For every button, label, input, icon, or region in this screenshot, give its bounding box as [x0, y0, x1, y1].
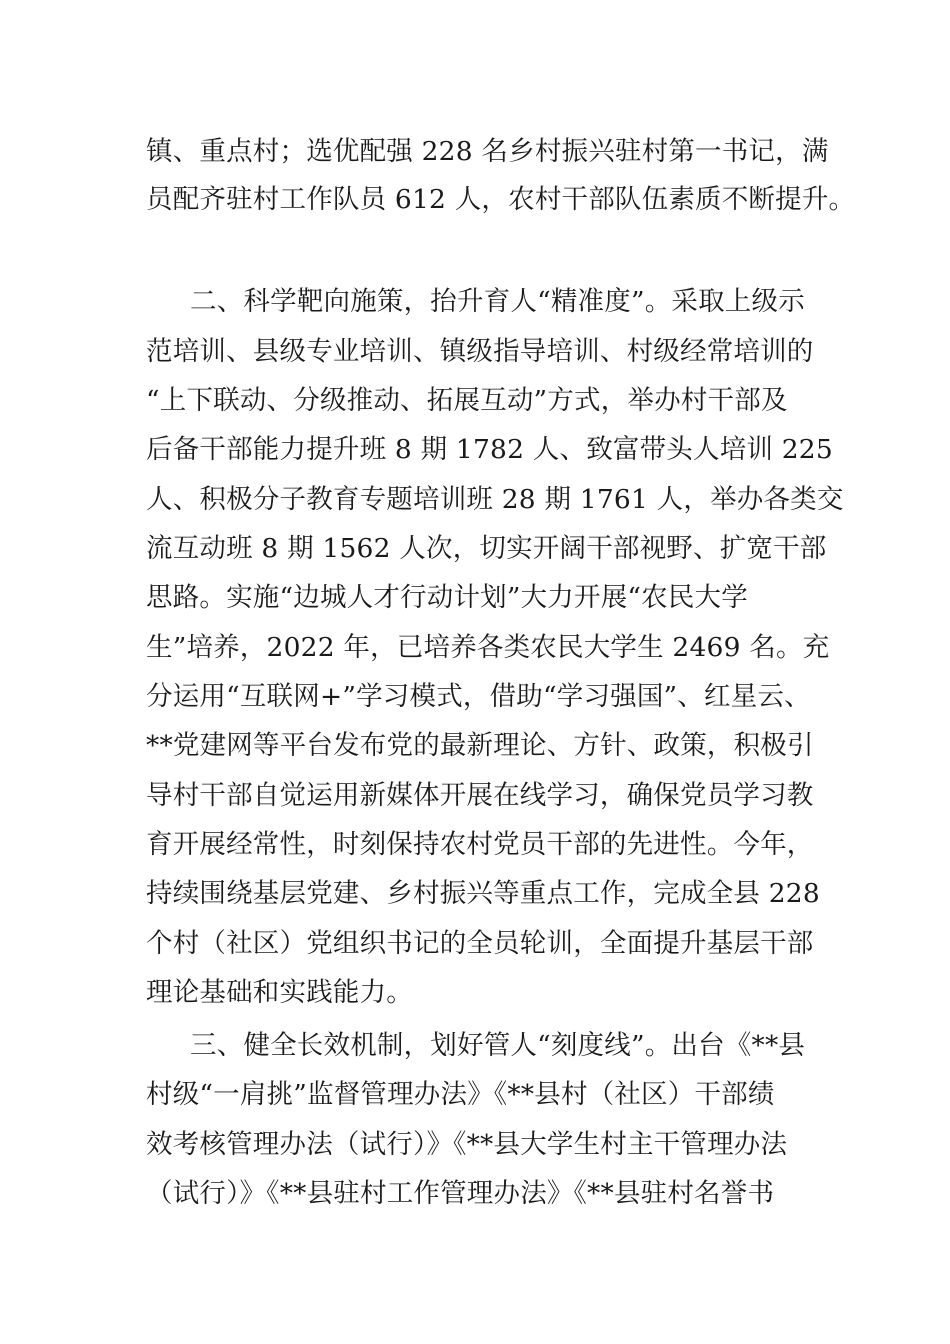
paragraph-3-line-4: （试行）》《**县驻村工作管理办法》《**县驻村名誉书 — [146, 1178, 775, 1209]
paragraph-2-line-7: 思路。实施“边城人才行动计划”大力开展“农民大学 — [146, 582, 748, 613]
paragraph-2-line-5: 人、积极分子教育专题培训班 28 期 1761 人，举办各类交 — [146, 484, 844, 515]
paragraph-2-line-3: “上下联动、分级推动、拓展互动”方式，举办村干部及 — [146, 385, 788, 416]
paragraph-2-line-10: **党建网等平台发布党的最新理论、方针、政策，积极引 — [146, 730, 814, 761]
paragraph-3-line-1: 三、健全长效机制，划好管人“刻度线”。出台《**县 — [190, 1030, 806, 1061]
paragraph-2-line-15: 理论基础和实践能力。 — [146, 977, 413, 1008]
paragraph-2-line-8: 生”培养，2022 年，已培养各类农民大学生 2469 名。充 — [146, 632, 830, 663]
paragraph-1-line-2: 员配齐驻村工作队员 612 人，农村干部队伍素质不断提升。 — [146, 184, 856, 215]
paragraph-3-line-2: 村级“一肩挑”监督管理办法》《**县村（社区）干部绩 — [146, 1079, 775, 1110]
paragraph-3-line-3: 效考核管理办法（试行）》《**县大学生村主干管理办法 — [146, 1129, 788, 1160]
paragraph-2-line-2: 范培训、县级专业培训、镇级指导培训、村级经常培训的 — [146, 336, 814, 367]
paragraph-2-line-11: 导村干部自觉运用新媒体开展在线学习，确保党员学习教 — [146, 780, 814, 811]
paragraph-2-line-1: 二、科学靶向施策，抬升育人“精准度”。采取上级示 — [190, 286, 805, 317]
paragraph-1-line-1: 镇、重点村；选优配强 228 名乡村振兴驻村第一书记，满 — [146, 136, 829, 167]
paragraph-2-line-9: 分运用“互联网+”学习模式，借助“学习强国”、红星云、 — [146, 681, 811, 712]
paragraph-2-line-4: 后备干部能力提升班 8 期 1782 人、致富带头人培训 225 — [146, 434, 833, 465]
paragraph-2-line-13: 持续围绕基层党建、乡村振兴等重点工作，完成全县 228 — [146, 878, 820, 909]
paragraph-2-line-6: 流互动班 8 期 1562 人次，切实开阔干部视野、扩宽干部 — [146, 533, 827, 564]
paragraph-2-line-14: 个村（社区）党组织书记的全员轮训，全面提升基层干部 — [146, 928, 814, 959]
paragraph-2-line-12: 育开展经常性，时刻保持农村党员干部的先进性。今年， — [146, 829, 814, 860]
